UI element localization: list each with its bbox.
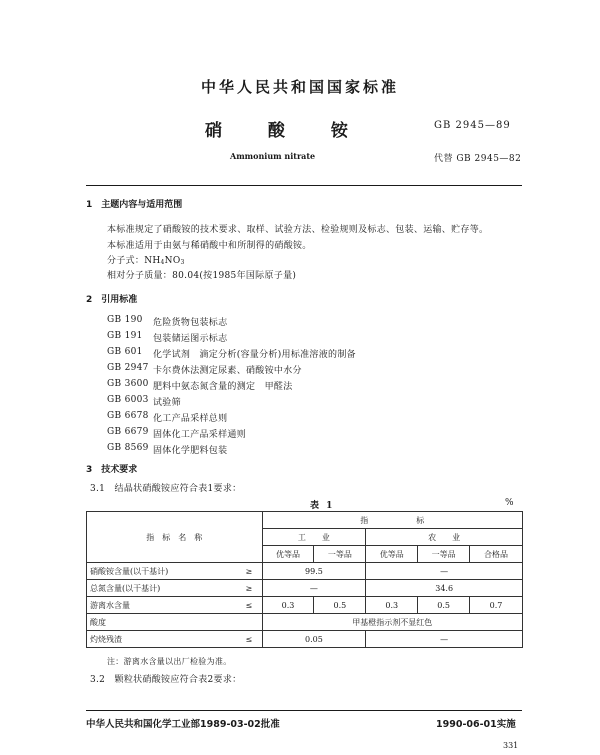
reference-title: 化学试剂 滴定分析(容量分析)用标准溶液的制备	[153, 350, 356, 360]
row-name: 游离水含量	[87, 597, 237, 614]
header-index: 指 标	[262, 512, 522, 529]
formula-sub-2: 3	[180, 259, 185, 266]
effective-date: 1990-06-01实施	[436, 719, 516, 730]
table-1-note: 注：游离水含量以出厂检验为准。	[107, 657, 232, 666]
reference-title: 肥料中氨态氮含量的测定 甲醛法	[153, 382, 293, 392]
formula-prefix: 分子式：	[107, 256, 145, 266]
header-agriculture: 农 业	[366, 529, 523, 546]
molecular-mass: 相对分子质量：80.04(按1985年国际原子量)	[107, 271, 297, 281]
table-row	[87, 614, 523, 631]
reference-title: 包装储运图示标志	[153, 334, 228, 344]
grade-label: 优等品	[262, 546, 314, 563]
row-name: 灼烧残渣	[87, 631, 237, 648]
reference-title: 固体化学肥料包装	[153, 446, 228, 456]
reference-item: GB 3600	[107, 379, 149, 389]
table-1	[86, 511, 523, 648]
reference-item: GB 8569	[107, 443, 149, 453]
row-value: 0.3	[366, 597, 418, 614]
row-name: 总氮含量(以干基计)	[87, 580, 237, 597]
table-row	[87, 580, 523, 597]
reference-item: GB 6678	[107, 411, 149, 421]
formula-part-1: NH	[144, 256, 161, 266]
table-row	[87, 631, 523, 648]
reference-item: GB 190	[107, 315, 143, 325]
clause-3-2: 3.2 颗粒状硝酸铵应符合表2要求：	[90, 675, 242, 685]
section-2-heading: 2 引用标准	[86, 295, 138, 305]
row-value: 0.3	[262, 597, 314, 614]
reference-title: 危险货物包装标志	[153, 318, 228, 328]
reference-title: 卡尔费休法测定尿素、硝酸铵中水分	[153, 366, 302, 376]
row-operator: ≥	[236, 580, 262, 597]
row-value-agriculture: —	[366, 631, 523, 648]
row-value: 0.5	[418, 597, 470, 614]
reference-item: GB 2947	[107, 363, 149, 373]
replaces-standard: 代替 GB 2945—82	[434, 154, 522, 164]
row-value-industry: —	[262, 580, 366, 597]
approval-line: 中华人民共和国化学工业部1989-03-02批准	[86, 719, 280, 730]
footer-rule	[86, 710, 522, 711]
english-title: Ammonium nitrate	[230, 151, 316, 161]
table-header-row	[87, 512, 523, 529]
reference-title: 化工产品采样总则	[153, 414, 228, 424]
reference-item: GB 6679	[107, 427, 149, 437]
formula-part-2: NO	[164, 256, 181, 266]
reference-item: GB 6003	[107, 395, 149, 405]
grade-label: 优等品	[366, 546, 418, 563]
row-name: 硝酸铵含量(以干基计)	[87, 563, 237, 580]
section-3-heading: 3 技术要求	[86, 465, 138, 475]
table-1-unit: %	[505, 498, 514, 508]
clause-3-1: 3.1 结晶状硝酸铵应符合表1要求：	[90, 484, 242, 494]
row-value-industry: 99.5	[262, 563, 366, 580]
reference-item: GB 191	[107, 331, 143, 341]
page-number: 331	[503, 741, 519, 750]
table-row	[87, 563, 523, 580]
row-operator	[236, 614, 262, 631]
header-item-name: 指 标 名 称	[87, 512, 263, 563]
document-title: 硝 酸 铵	[205, 121, 368, 141]
row-value-industry: 0.05	[262, 631, 366, 648]
reference-title: 固体化工产品采样通则	[153, 430, 247, 440]
row-operator: ≥	[236, 563, 262, 580]
grade-label: 一等品	[314, 546, 366, 563]
section-1-heading: 1 主题内容与适用范围	[86, 200, 183, 210]
row-value-all: 甲基橙指示剂不显红色	[262, 614, 522, 631]
grade-label: 一等品	[418, 546, 470, 563]
reference-item: GB 601	[107, 347, 143, 357]
row-value-agriculture: 34.6	[366, 580, 523, 597]
grade-label: 合格品	[470, 546, 523, 563]
row-operator: ≤	[236, 631, 262, 648]
standard-number: GB 2945—89	[434, 120, 511, 131]
section-1-paragraph-2: 本标准适用于由氨与稀硝酸中和所制得的硝酸铵。	[107, 241, 312, 251]
reference-title: 试验筛	[153, 398, 181, 408]
row-name: 酸度	[87, 614, 237, 631]
formula-sub-1: 4	[160, 259, 165, 266]
header-rule	[86, 185, 522, 186]
row-value: 0.5	[314, 597, 366, 614]
header-industry: 工 业	[262, 529, 366, 546]
row-value: 0.7	[470, 597, 523, 614]
table-row	[87, 597, 523, 614]
section-1-paragraph-1: 本标准规定了硝酸铵的技术要求、取样、试验方法、检验规则及标志、包装、运输、贮存等。	[107, 225, 489, 235]
row-value-agriculture: —	[366, 563, 523, 580]
molecular-formula	[107, 253, 185, 266]
row-operator: ≤	[236, 597, 262, 614]
standard-header: 中华人民共和国国家标准	[200, 78, 399, 96]
table-1-title: 表 1	[310, 501, 335, 511]
